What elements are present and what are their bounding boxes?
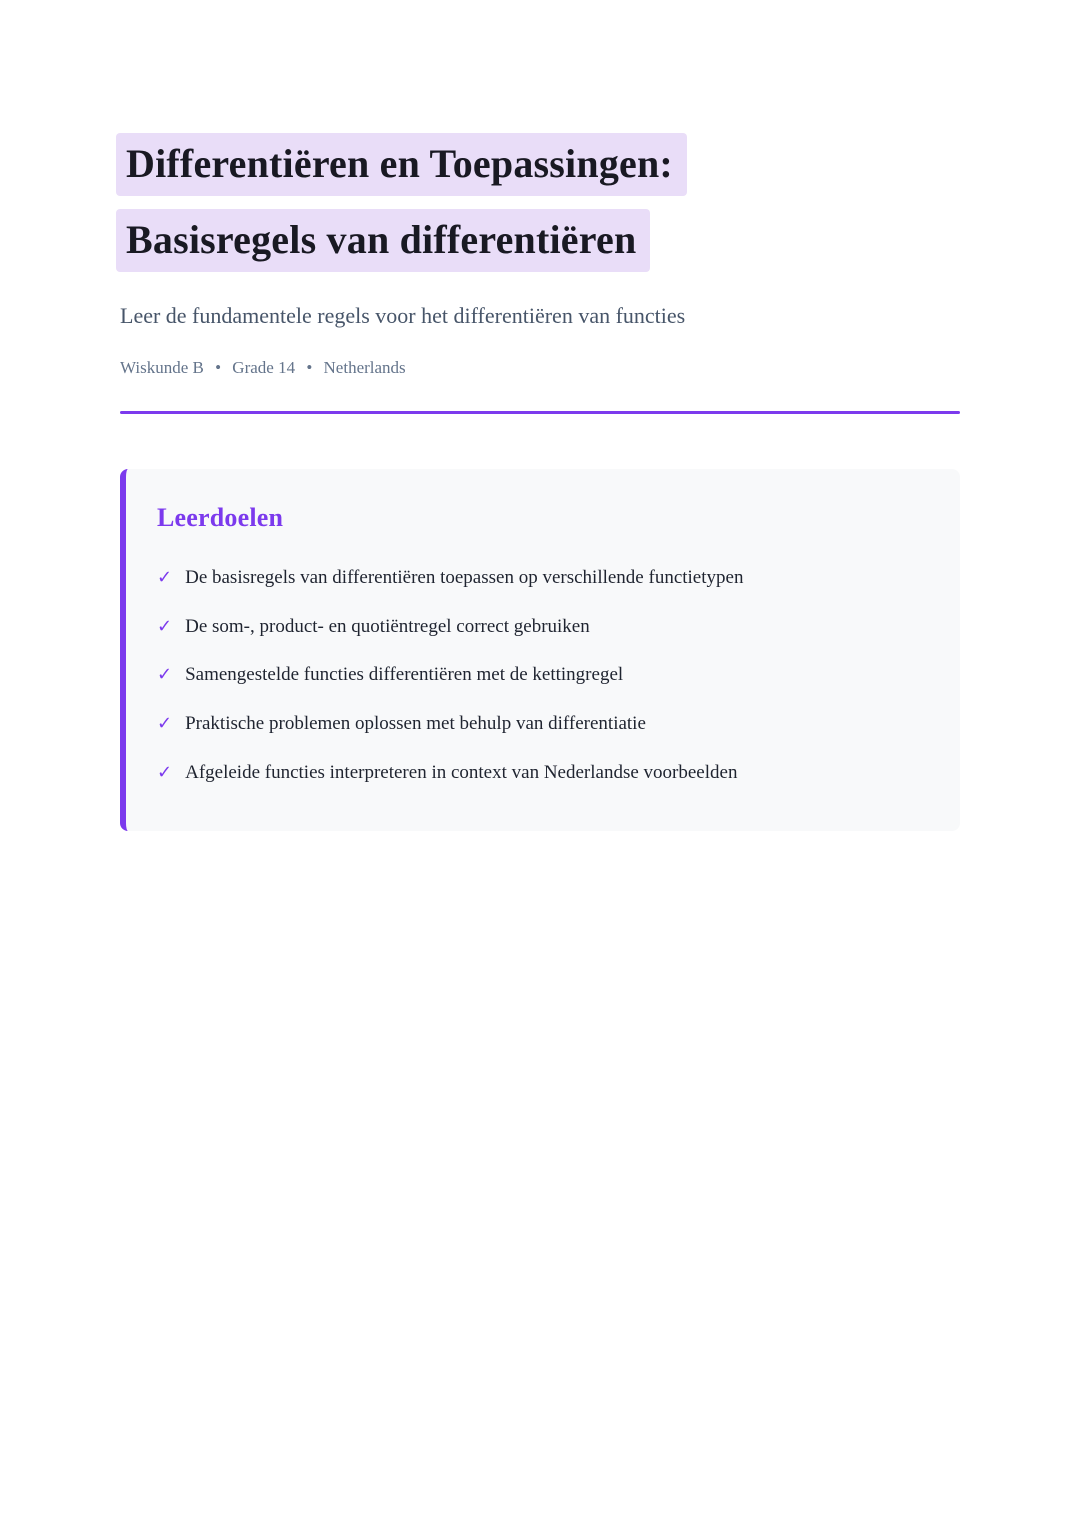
list-item-label: Samengestelde functies differentiëren met de kettingregel	[185, 664, 624, 686]
page-title	[120, 133, 960, 272]
checkmark-icon: ✓	[157, 712, 173, 734]
checkmark-icon: ✓	[157, 567, 173, 588]
meta-subject: Wiskunde B	[120, 358, 204, 377]
list-item-label: De som-, product- en quotiëntregel correct gebruiken	[185, 615, 590, 637]
meta-country: Netherlands	[323, 358, 406, 377]
bullet-separator-icon: •	[215, 358, 222, 377]
learning-goals-card	[120, 469, 960, 831]
page-subtitle: Leer de fundamentele regels voor het differentiëren van functies	[120, 303, 686, 328]
meta-row	[120, 358, 960, 378]
list-item	[157, 711, 920, 737]
list-item	[157, 565, 920, 591]
list-item-label: Praktische problemen oplossen met behulp van differentiatie	[185, 712, 646, 734]
meta-grade: Grade 14	[232, 358, 296, 377]
checkmark-icon: ✓	[157, 664, 173, 686]
checkmark-icon: ✓	[157, 615, 173, 637]
learning-goals-list	[157, 565, 920, 785]
list-item	[157, 760, 920, 786]
bullet-separator-icon: •	[306, 358, 313, 377]
list-item-label: De basisregels van differentiëren toepassen op verschillende functietypen	[185, 567, 744, 588]
learning-goals-heading: Leerdoelen	[157, 503, 284, 532]
list-item	[157, 614, 920, 640]
list-item	[157, 662, 920, 688]
checkmark-icon: ✓	[157, 761, 173, 783]
section-divider	[120, 411, 960, 414]
page-title-line-1: Differentiëren en Toepassingen:	[116, 133, 687, 196]
list-item-label: Afgeleide functies interpreteren in context van Nederlandse voorbeelden	[185, 761, 738, 783]
page-title-line-2: Basisregels van differentiëren	[116, 209, 650, 272]
